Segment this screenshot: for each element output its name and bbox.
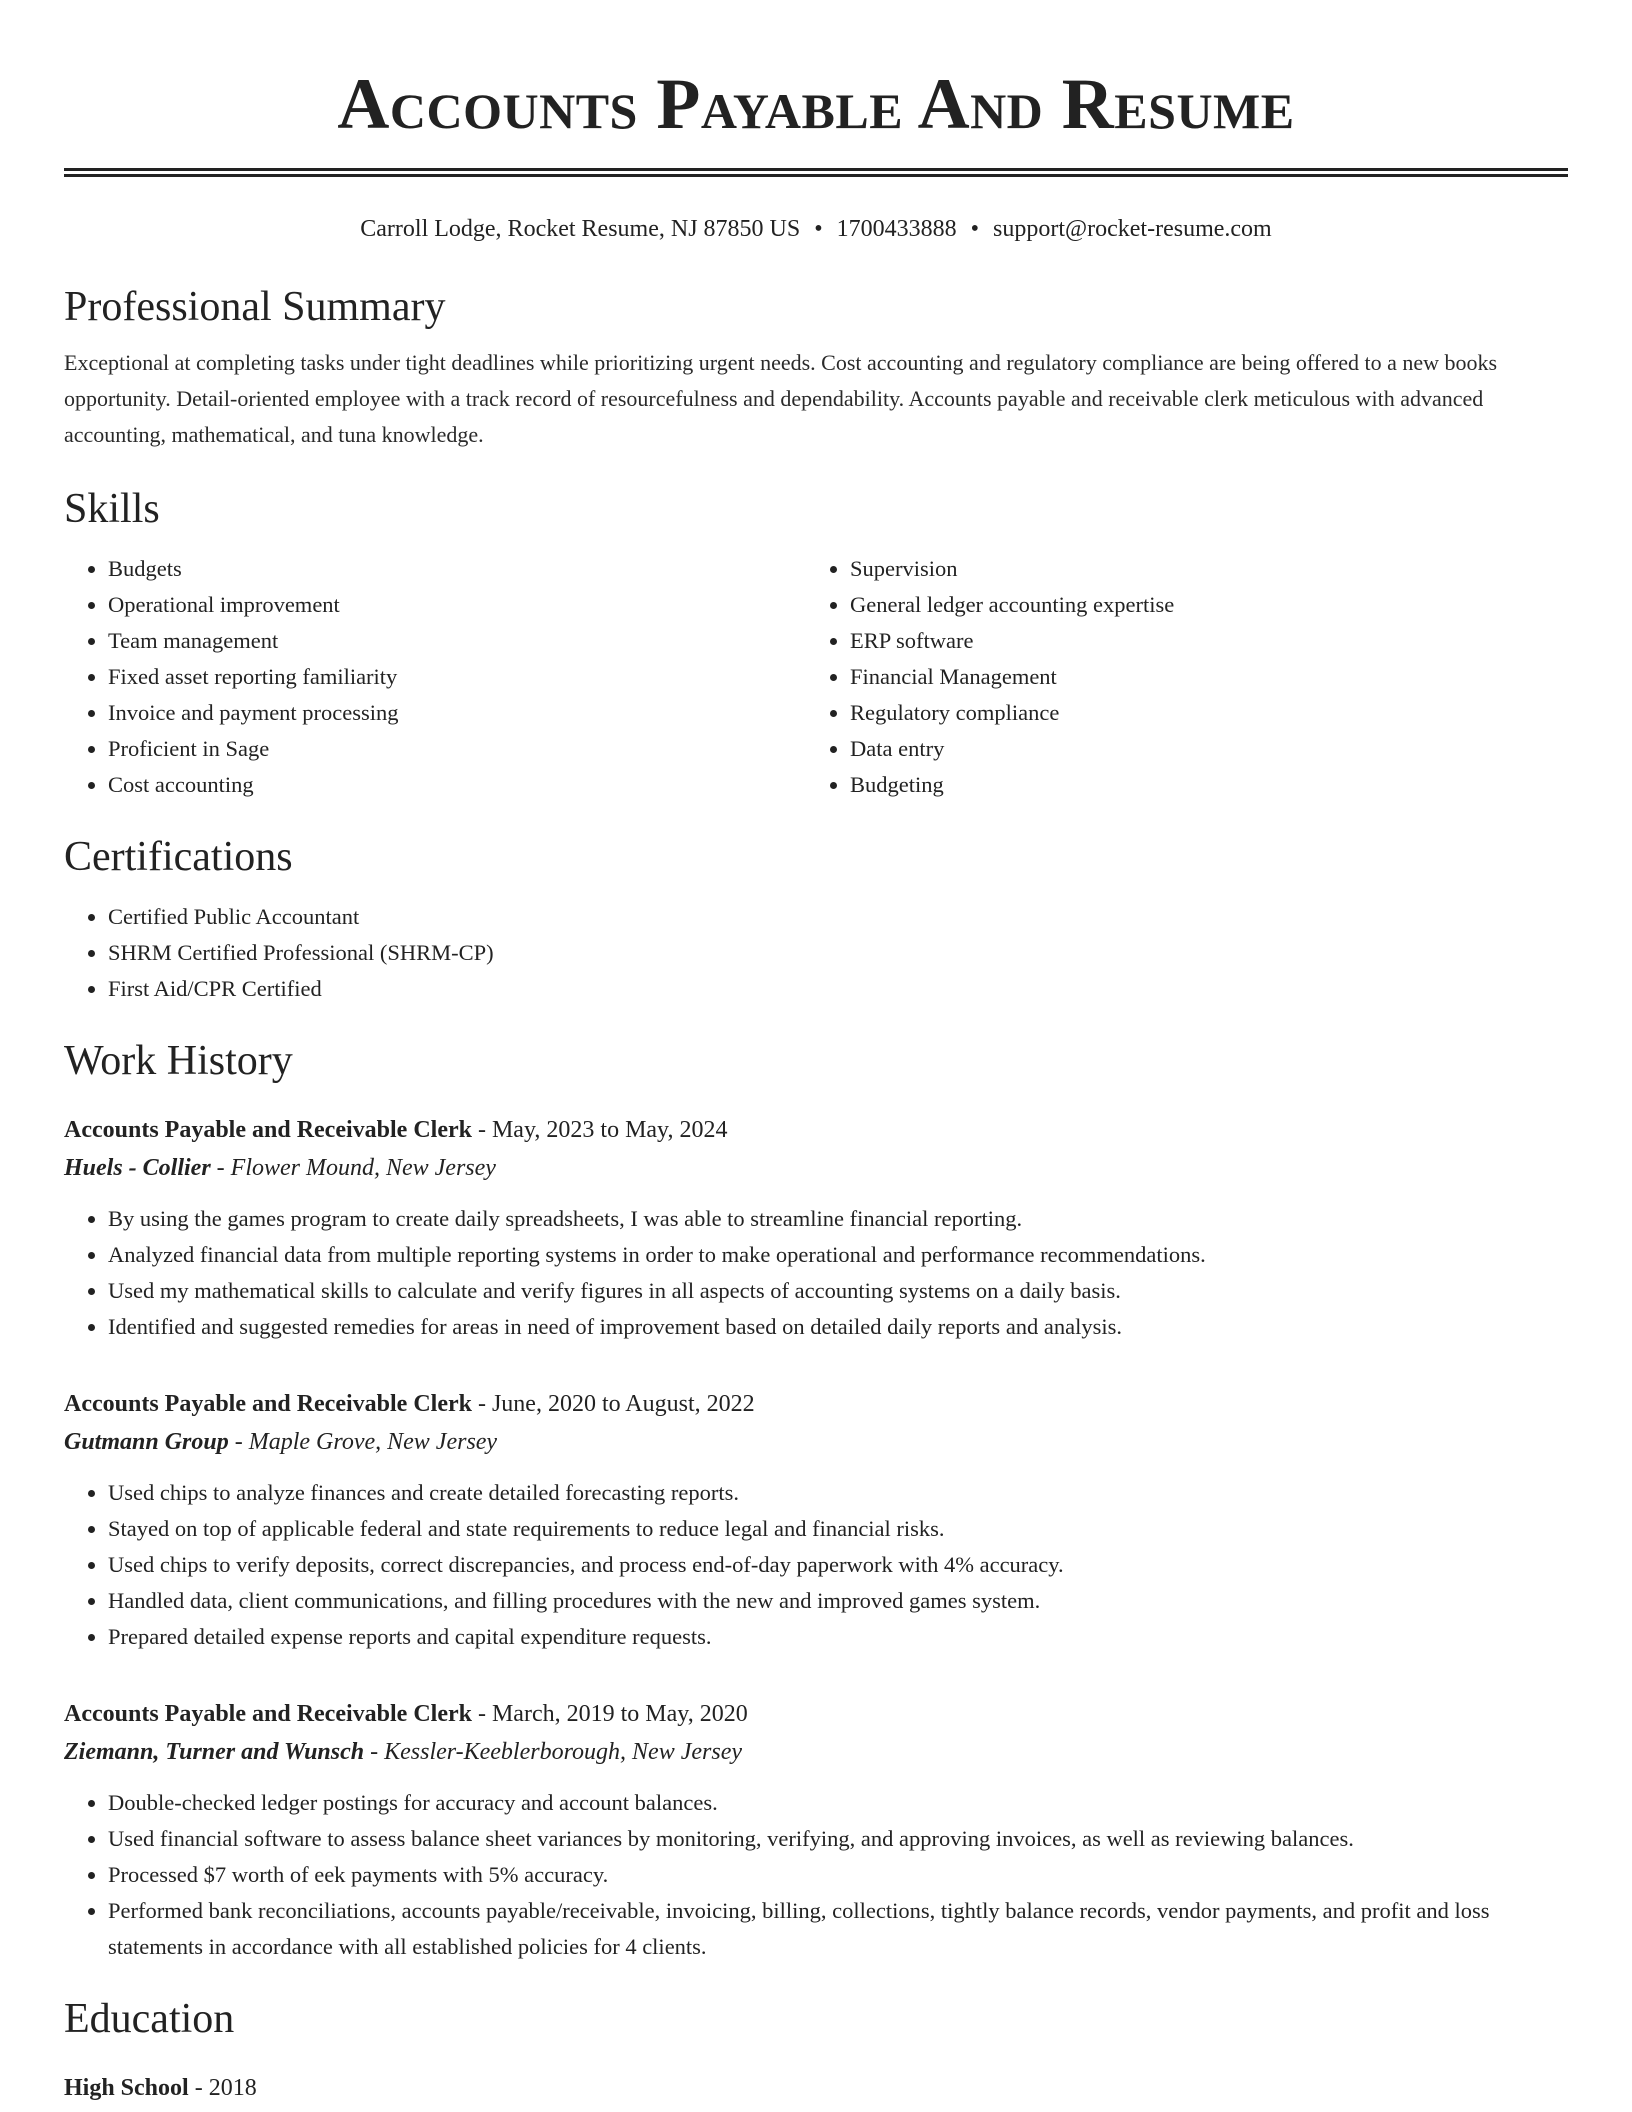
skill-item: • Financial Management	[850, 659, 1548, 695]
contact-email: support@rocket-resume.com	[993, 216, 1272, 242]
contact-address: Carroll Lodge, Rocket Resume, NJ 87850 US	[360, 216, 801, 242]
job-bullets	[64, 1785, 1568, 1965]
skill-item: • Team management	[108, 623, 806, 659]
certifications-list	[64, 899, 1568, 1007]
skill-item: • Proficient in Sage	[108, 731, 806, 767]
education-degree: High School	[64, 2075, 189, 2101]
contact-separator: •	[814, 216, 823, 242]
job-dates: - May, 2023 to May, 2024	[471, 1117, 728, 1143]
job-title-line	[64, 1695, 1568, 1733]
contact-line	[64, 213, 1568, 245]
company-line	[64, 1733, 1568, 1771]
summary-text: Exceptional at completing tasks under tight deadlines while prioritizing urgent needs. Cost accounting and regulatory compliance are being offered to a new books opportunity. Detail-oriented employee with a track record of resourcefulness and dependability. Accounts payable and receivable clerk meticulous with advanced accounting, mathematical, and tuna knowledge.	[64, 350, 1498, 447]
job-bullet: • Used chips to analyze finances and create detailed forecasting reports.	[108, 1475, 1568, 1511]
company-name: Gutmann Group	[64, 1429, 229, 1455]
company-location: - Maple Grove, New Jersey	[228, 1429, 498, 1455]
job-title: Accounts Payable and Receivable Clerk	[64, 1117, 472, 1143]
skill-item: • Supervision	[850, 551, 1548, 587]
skill-item: • General ledger accounting expertise	[850, 587, 1548, 623]
skills-right-column	[806, 551, 1548, 803]
company-line	[64, 1149, 1568, 1187]
education-section	[64, 1991, 1568, 2107]
job-bullet: • By using the games program to create daily spreadsheets, I was able to streamline financial reporting.	[108, 1201, 1568, 1237]
skill-item: • Operational improvement	[108, 587, 806, 623]
education-heading: Education	[64, 1996, 235, 2042]
document-title: Accounts Payable And Resume	[337, 64, 1295, 144]
company-name: Ziemann, Turner and Wunsch	[64, 1739, 365, 1765]
work-history-section	[64, 1033, 1568, 1965]
job-title-line	[64, 1111, 1568, 1149]
skill-item: • Cost accounting	[108, 767, 806, 803]
job-title-line	[64, 1385, 1568, 1423]
skills-columns	[64, 551, 1568, 803]
company-location: - Kessler-Keeblerborough, New Jersey	[364, 1739, 742, 1765]
job-entry	[64, 1385, 1568, 1655]
company-location: - Flower Mound, New Jersey	[210, 1155, 496, 1181]
title-double-rule	[64, 168, 1568, 177]
job-bullet: • Stayed on top of applicable federal and state requirements to reduce legal and financial risks.	[108, 1511, 1568, 1547]
summary-section	[64, 279, 1568, 453]
skill-item: • Budgeting	[850, 767, 1548, 803]
skill-item: • Invoice and payment processing	[108, 695, 806, 731]
skills-left-list	[64, 551, 806, 803]
job-bullets	[64, 1201, 1568, 1345]
skills-left-column	[64, 551, 806, 803]
job-entry	[64, 1111, 1568, 1345]
job-bullet: • Processed $7 worth of eek payments with 5% accuracy.	[108, 1857, 1568, 1893]
skills-right-list	[806, 551, 1548, 803]
skill-item: • Budgets	[108, 551, 806, 587]
job-bullets	[64, 1475, 1568, 1655]
job-title: Accounts Payable and Receivable Clerk	[64, 1701, 472, 1727]
certifications-section	[64, 829, 1568, 1007]
job-bullet: • Performed bank reconciliations, accounts payable/receivable, invoicing, billing, collections, tightly balance records, vendor payments, and profit and loss statements in accordance with all established policies for 4 clients.	[108, 1893, 1568, 1965]
job-bullet: • Identified and suggested remedies for areas in need of improvement based on detailed daily reports and analysis.	[108, 1309, 1568, 1345]
certification-item: • SHRM Certified Professional (SHRM-CP)	[108, 935, 1568, 971]
job-bullet: • Used my mathematical skills to calculate and verify figures in all aspects of accounting systems on a daily basis.	[108, 1273, 1568, 1309]
job-bullet: • Used financial software to assess balance sheet variances by monitoring, verifying, and approving invoices, as well as reviewing balances.	[108, 1821, 1568, 1857]
job-bullet: • Analyzed financial data from multiple reporting systems in order to make operational and performance recommendations.	[108, 1237, 1568, 1273]
contact-separator: •	[970, 216, 980, 242]
company-line	[64, 1423, 1568, 1461]
job-bullet: • Prepared detailed expense reports and capital expenditure requests.	[108, 1619, 1568, 1655]
job-bullet: • Used chips to verify deposits, correct discrepancies, and process end-of-day paperwork with 4% accuracy.	[108, 1547, 1568, 1583]
job-bullet: • Double-checked ledger postings for accuracy and account balances.	[108, 1785, 1568, 1821]
summary-heading: Professional Summary	[64, 284, 446, 330]
certification-item: • First Aid/CPR Certified	[108, 971, 1568, 1007]
job-dates: - March, 2019 to May, 2020	[471, 1701, 748, 1727]
certification-item: • Certified Public Accountant	[108, 899, 1568, 935]
skill-item: • Data entry	[850, 731, 1548, 767]
education-year: - 2018	[188, 2075, 257, 2101]
contact-phone: 1700433888	[836, 216, 957, 242]
work-history-heading: Work History	[64, 1038, 293, 1084]
skills-section	[64, 481, 1568, 803]
skills-heading: Skills	[64, 486, 160, 532]
skill-item: • ERP software	[850, 623, 1548, 659]
skill-item: • Regulatory compliance	[850, 695, 1548, 731]
certifications-heading: Certifications	[64, 834, 293, 880]
company-name: Huels - Collier	[64, 1155, 211, 1181]
skill-item: • Fixed asset reporting familiarity	[108, 659, 806, 695]
job-dates: - June, 2020 to August, 2022	[471, 1391, 755, 1417]
education-entry	[64, 2069, 1568, 2107]
job-title: Accounts Payable and Receivable Clerk	[64, 1391, 472, 1417]
job-bullet: • Handled data, client communications, and filling procedures with the new and improved games system.	[108, 1583, 1568, 1619]
job-entry	[64, 1695, 1568, 1965]
